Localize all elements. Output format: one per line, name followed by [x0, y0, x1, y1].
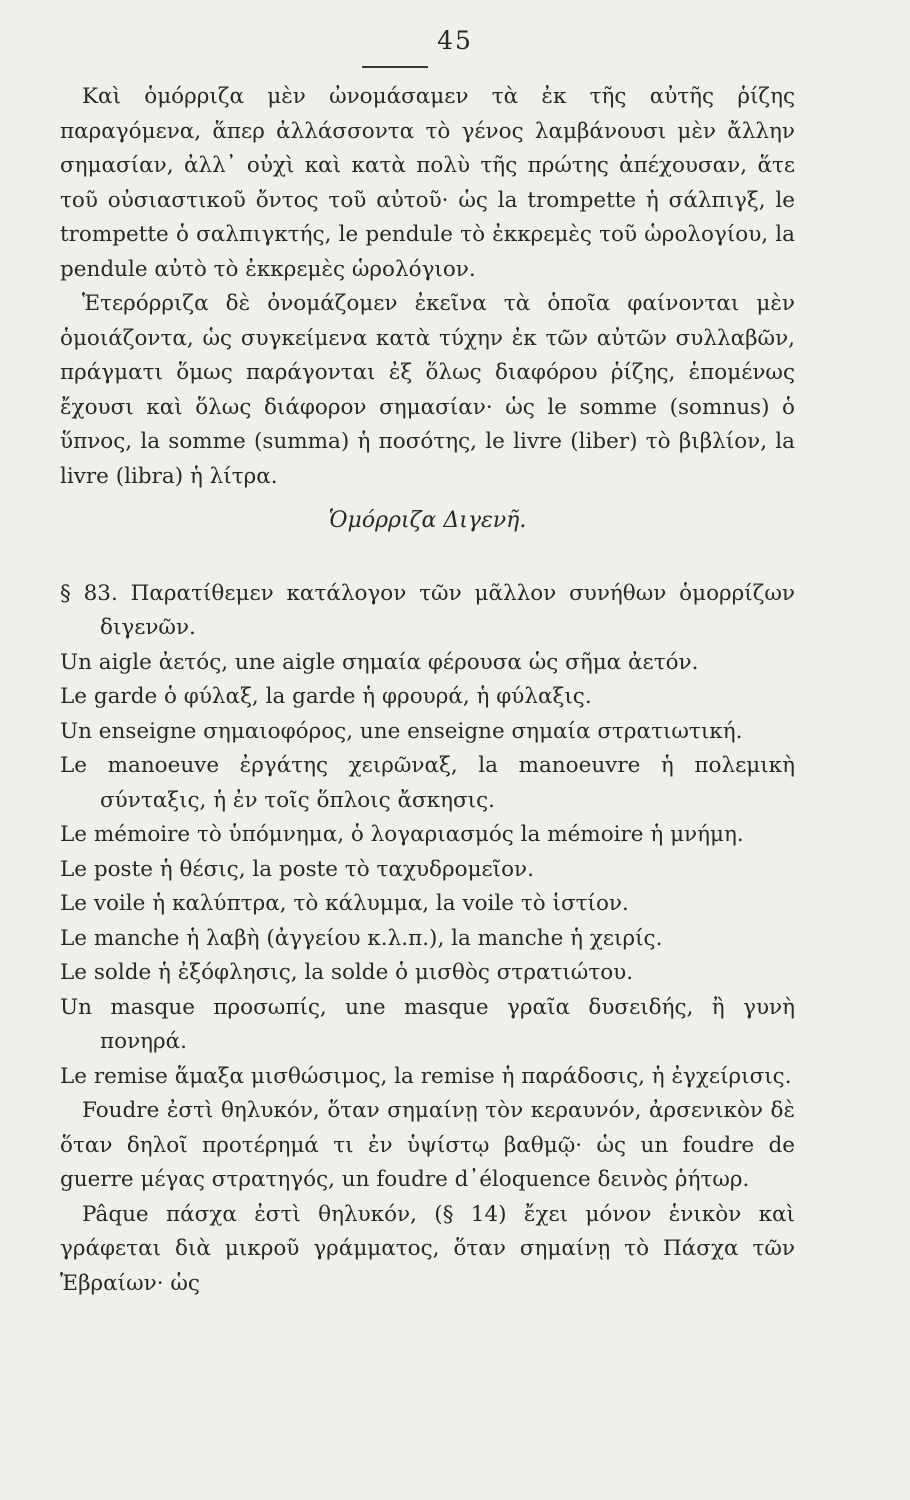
paragraph-homorrhiza: Καὶ ὁμόρριζα μὲν ὠνομάσαμεν τὰ ἐκ τῆς αὐτῆς ῥίζης παραγόμενα, ἅπερ ἀλλάσσοντα τὸ γένος λαμβάνουσι μὲν ἄλλην σημασίαν, ἀλλ᾿ οὐχὶ καὶ κατὰ πολὺ τῆς πρώτης ἀπέχουσαν, ἅτε τοῦ οὐσιαστικοῦ ὄντος τοῦ αὐτοῦ· ὡς la trompette ἡ σάλπιγξ, le trompette ὁ σαλπιγκτής, le pendule τὸ ἐκκρεμὲς τοῦ ὡρολογίου, la pendule αὐτὸ τὸ ἐκκρεμὲς ὡρολόγιον. — [60, 84, 795, 282]
entry-remise: Le remise ἅμαξα μισθώσιμος, la remise ἡ παράδοσις, ἡ ἐγχείρισις. — [60, 1063, 792, 1089]
section-mark: § 83. — [60, 580, 118, 606]
paragraph-foudre: Foudre ἐστὶ θηλυκόν, ὅταν σημαίνῃ τὸν κεραυνόν, ἀρσενικὸν δὲ ὅταν δηλοῖ προτέρημά τι ἐν ὑψίστῳ βαθμῷ· ὡς un foudre de guerre μέγας στρατηγός, un foudre d᾿éloquence δεινὸς ῥήτωρ. — [60, 1098, 795, 1192]
entry-voile: Le voile ἡ καλύπτρα, τὸ κάλυμμα, la voile τὸ ἱστίον. — [60, 891, 629, 916]
paragraph-paque: Pâque πάσχα ἐστὶ θηλυκόν, (§ 14) ἔχει μόνον ἑνικὸν καὶ γράφεται διὰ μικροῦ γράμματος, ὅταν σημαίνῃ τὸ Πάσχα τῶν Ἑβραίων· ὡς — [60, 1201, 795, 1296]
section-text: Παρατίθεμεν κατάλογον τῶν μᾶλλον συνήθων ὁμορρίζων διγενῶν. — [100, 580, 795, 640]
entry-solde: Le solde ἡ ἐξόφλησις, la solde ὁ μισθὸς στρατιώτου. — [60, 960, 634, 985]
entry-memoire: Le mémoire τὸ ὑπόμνημα, ὁ λογαριασμός la mémoire ἡ μνήμη. — [60, 822, 744, 847]
entry-manoeuvre: Le manoeuve ἐργάτης χειρῶναξ, la manoeuvre ἡ πολεμικὴ σύνταξις, ἡ ἐν τοῖς ὅπλοις ἄσκησις. — [60, 753, 795, 813]
entry-poste: Le poste ἡ θέσις, la poste τὸ ταχυδρομεῖον. — [60, 856, 534, 882]
header-rule — [362, 66, 428, 68]
page-body — [60, 80, 795, 1301]
page-number: 45 — [437, 26, 473, 55]
entry-enseigne: Un enseigne σημαιοφόρος, une enseigne σημαία στρατιωτική. — [60, 718, 743, 744]
entry-manche: Le manche ἡ λαβὴ (ἀγγείου κ.λ.π.), la manche ἡ χειρίς. — [60, 925, 663, 951]
entry-garde: Le garde ὁ φύλαξ, la garde ἡ φρουρά, ἡ φύλαξις. — [60, 684, 592, 709]
entry-masque: Un masque προσωπίς, une masque γραῖα δυσειδής, ἢ γυνὴ πονηρά. — [60, 994, 795, 1054]
paragraph-heterorrhiza: Ἑτερόρριζα δὲ ὀνομάζομεν ἐκεῖνα τὰ ὁποῖα φαίνονται μὲν ὁμοιάζοντα, ὡς συγκείμενα κατὰ τύχην ἐκ τῶν αὐτῶν συλλαβῶν, πράγματι ὅμως παράγονται ἐξ ὅλως διαφόρου ῥίζης, ἑπομένως ἔχουσι καὶ ὅλως διάφορον σημασίαν· ὡς le somme (somnus) ὁ ὕπνος, la somme (summa) ἡ ποσότης, le livre (liber) τὸ βιβλίον, la livre (libra) ἡ λίτρα. — [60, 291, 795, 489]
section-heading: Ὁμόρριζα Διγενῆ. — [328, 508, 527, 533]
entry-aigle: Un aigle ἀετός, une aigle σημαία φέρουσα ὡς σῆμα ἀετόν. — [60, 649, 699, 675]
section-83 — [60, 577, 795, 646]
